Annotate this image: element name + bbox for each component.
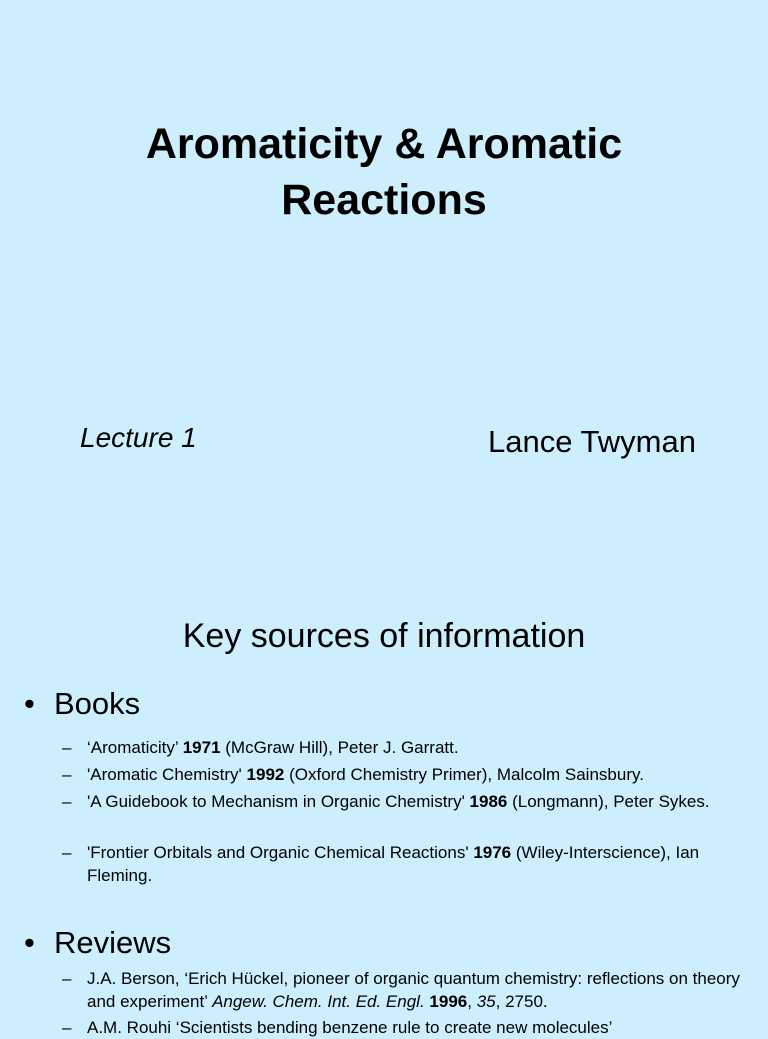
bullet-reviews-label: Reviews — [54, 925, 172, 960]
dash-marker: – — [62, 738, 72, 757]
section-heading: Key sources of information — [182, 617, 586, 655]
bullet-books — [0, 685, 768, 723]
bullet-books-label: Books — [54, 686, 141, 721]
author-name: Lance Twyman — [488, 424, 696, 459]
review-item-text: A.M. Rouhi ‘Scientists bending benzene rule to create new molecules’ — [87, 1018, 613, 1037]
book-item-text: 'A Guidebook to Mechanism in Organic Chemistry' 1986 (Longmann), Peter Sykes. — [87, 792, 710, 811]
bullet-dot: • — [24, 686, 35, 721]
dash-marker: – — [62, 969, 72, 988]
slide-title — [0, 116, 768, 228]
dash-marker: – — [62, 792, 72, 811]
dash-marker: – — [62, 1018, 72, 1037]
slide-title-line2: Reactions — [281, 176, 487, 224]
book-item-text: 'Aromatic Chemistry' 1992 (Oxford Chemistry Primer), Malcolm Sainsbury. — [87, 765, 644, 784]
review-item-text: J.A. Berson, ‘Erich Hückel, pioneer of organic quantum chemistry: reflections on theory and experiment’ Angew. Chem. Int. Ed. Engl. 1996, 35, 2750. — [87, 969, 740, 1011]
lecture-label: Lecture 1 — [80, 422, 197, 453]
dash-marker: – — [62, 765, 72, 784]
slide-title-line1: Aromaticity & Aromatic — [145, 120, 623, 168]
book-item-text: ‘Aromaticity’ 1971 (McGraw Hill), Peter J. Garratt. — [87, 738, 459, 757]
book-item-text: 'Frontier Orbitals and Organic Chemical Reactions' 1976 (Wiley-Interscience), Ian Fleming. — [87, 843, 700, 885]
dash-marker: – — [62, 843, 72, 862]
bullet-reviews — [0, 924, 768, 962]
bullet-dot: • — [24, 925, 35, 960]
